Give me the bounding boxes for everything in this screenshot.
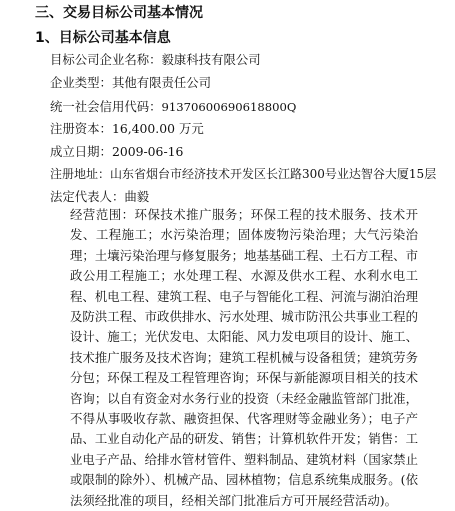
business-scope-paragraph — [46, 205, 418, 511]
field-value: 毅康科技有限公司 — [161, 52, 261, 67]
field-label: 成立日期： — [50, 144, 112, 159]
field-value: 2009-06-16 — [111, 144, 184, 159]
field-value: 16,400.00 万元 — [111, 121, 204, 136]
field-registered-capital — [50, 121, 204, 137]
subsection-heading: 1、目标公司基本信息 — [35, 30, 171, 46]
field-label: 注册地址： — [50, 167, 111, 181]
field-registered-address — [50, 166, 436, 182]
field-label: 注册资本： — [50, 121, 112, 136]
field-establish-date — [50, 144, 183, 160]
section-heading: 三、交易目标公司基本情况 — [35, 5, 203, 21]
field-company-type — [50, 75, 211, 91]
field-label: 目标公司企业名称： — [50, 52, 162, 67]
field-value: 山东省烟台市经济技术开发区长江路300号业达智谷大厦15层 — [110, 167, 437, 181]
business-scope-text: 环保技术推广服务；环保工程的技术服务、技术开发、工程施工；水污染治理；固体废物污染治理；大气污染治理；土壤污染治理与修复服务；地基基础工程、土石方工程、市政公用工程施工；水处理工程、水源及供水工程、水利水电工程、机电工程、建筑工程、电子与智能化工程、河流与湖泊治理及防洪工程、市政供排水、污水处理、城市防汛公共事业工程的设计、施工；光伏发电、太阳能、风力发电项目的设计、施工、技术推广服务及技术咨询；建筑工程机械与设备租赁；建筑劳务分包；环保工程及工程管理咨询；环保与新能源项目相关的技术咨询；以自有资金对水务行业的投资（未经金融监管部门批准，不得从事吸收存款、融资担保、代客理财等金融业务）；电子产品、工业自动化产品的研发、销售；计算机软件开发；销售：工业电子产品、给排水管材管件、塑料制品、建筑材料（国家禁止或限制的除外）、机械产品、园林植物；信息系统集成服务。(依法须经批准的项目，经相关部门批准后方可开展经营活动)。 — [70, 207, 419, 508]
field-credit-code — [50, 99, 296, 115]
field-value: 曲毅 — [124, 189, 150, 204]
business-scope-label: 经营范围： — [70, 207, 135, 222]
field-value: 91370600690618800Q — [161, 100, 297, 114]
field-value: 其他有限责任公司 — [111, 75, 212, 90]
field-company-name — [50, 52, 261, 68]
field-label: 企业类型： — [50, 75, 112, 90]
field-label: 法定代表人： — [50, 189, 125, 204]
business-scope — [46, 205, 418, 511]
field-legal-representative — [50, 189, 149, 205]
field-label: 统一社会信用代码： — [50, 99, 162, 114]
